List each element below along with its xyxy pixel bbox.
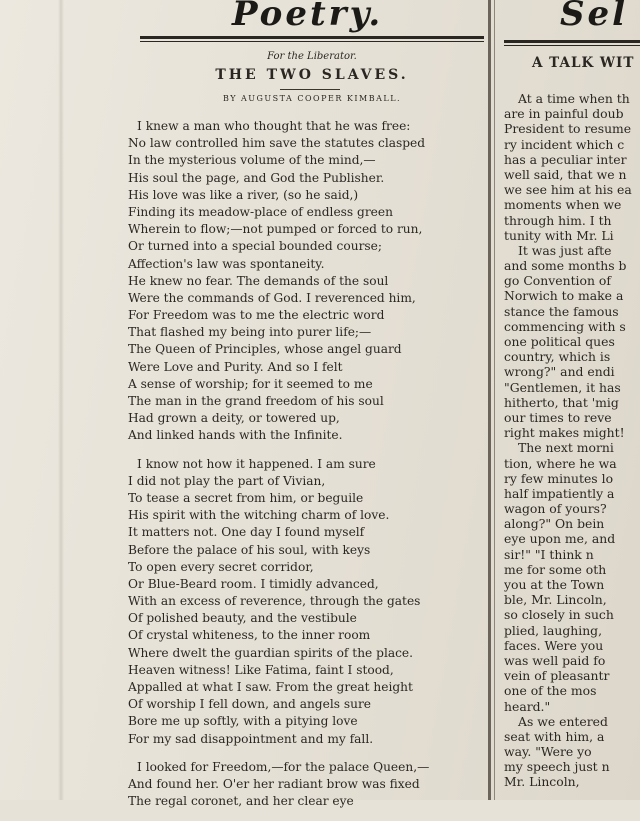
poem-line: Of crystal whiteness, to the inner room — [128, 628, 371, 643]
article-line: wrong?" and endi — [504, 364, 615, 380]
poem-line: He knew no fear. The demands of the soul — [128, 273, 389, 288]
poem-line: In the mysterious volume of the mind,— — [128, 153, 376, 168]
column-divider — [488, 0, 491, 800]
article-line: me for some oth — [504, 561, 607, 577]
article-line: hitherto, that 'mig — [504, 394, 619, 410]
article-line: my speech just n — [504, 759, 610, 775]
poem-stanza — [0, 118, 488, 445]
poem-line: Had grown a deity, or towered up, — [128, 411, 340, 426]
section-heading-poetry: Poetry. — [232, 0, 384, 34]
poem-line: Were the commands of God. I reverenced him, — [128, 290, 416, 305]
poem-line: And found her. O'er her radiant brow was fixed — [128, 776, 420, 791]
article-body — [504, 91, 640, 790]
article-line: As we entered — [518, 713, 608, 729]
article-line: so closely in such — [504, 607, 614, 623]
poem-line: Wherein to flow;—not pumped or forced to run, — [128, 222, 423, 237]
poem-line: For my sad disappointment and my fall. — [128, 731, 374, 746]
poem-line: To tease a secret from him, or beguile — [128, 490, 364, 505]
poem-line: I know not how it happened. I am sure — [137, 456, 376, 471]
article-line: faces. Were you — [504, 637, 604, 653]
article-line: eye upon me, and — [504, 531, 616, 547]
article-line: one of the mos — [504, 683, 597, 699]
poem-line: His spirit with the witching charm of love. — [128, 508, 390, 523]
article-line: plied, laughing, — [504, 622, 603, 638]
poem-line: I looked for Freedom,—for the palace Queen,— — [137, 759, 430, 774]
article-line: Mr. Lincoln, — [504, 774, 580, 790]
section-heading-right: Sel — [560, 0, 629, 34]
poem-stanza — [0, 759, 488, 811]
poem-line: The regal coronet, and her clear eye — [128, 794, 354, 809]
poem-stanza — [0, 456, 488, 748]
article-line: are in painful doub — [504, 106, 624, 122]
article-line: moments when we — [504, 197, 622, 213]
poem-line: I knew a man who thought that he was free: — [137, 119, 411, 133]
poem-line: That flashed my being into purer life;— — [128, 325, 372, 340]
poem-line: With an excess of reverence, through the gates — [128, 594, 421, 609]
article-line: and some months b — [504, 258, 627, 274]
poem-title: THE TWO SLAVES. — [215, 67, 409, 83]
article-line: well said, that we n — [504, 166, 627, 182]
poem-line: Appalled at what I saw. From the great height — [128, 680, 413, 694]
poem-line: His love was like a river, (so he said,) — [128, 187, 359, 202]
article-line: you at the Town — [504, 577, 605, 592]
article-title: A TALK WIT — [532, 55, 635, 71]
poem-line: It matters not. One day I found myself — [128, 525, 365, 540]
poem-line: Affection's law was spontaneity. — [128, 256, 325, 271]
heading-rule-thick-right — [504, 40, 640, 43]
article-line: At a time when th — [518, 91, 630, 106]
article-line: has a peculiar inter — [504, 151, 627, 167]
poem-line: Were Love and Purity. And so I felt — [128, 359, 343, 374]
title-rule — [280, 89, 340, 90]
poem-line: Or turned into a special bounded course; — [128, 239, 382, 254]
article-line: tion, where he wa — [504, 455, 617, 471]
article-line: wagon of yours? — [504, 501, 607, 517]
article-line: we see him at his ea — [504, 182, 632, 198]
poem-line: I did not play the part of Vivian, — [128, 473, 326, 488]
heading-rule-thin — [140, 41, 484, 42]
article-line: our times to reve — [504, 409, 612, 425]
poem-line: His soul the page, and God the Publisher. — [128, 170, 385, 185]
article-line: right makes might! — [504, 425, 625, 441]
poem-line: Finding its meadow-place of endless green — [128, 204, 393, 219]
right-column-article — [504, 54, 640, 790]
article-line: half impatiently a — [504, 485, 615, 501]
poem-line: For Freedom was to me the electric word — [128, 308, 385, 323]
article-line: ry few minutes lo — [504, 470, 614, 486]
article-line: "Gentlemen, it has — [504, 379, 621, 395]
article-line: stance the famous — [504, 303, 619, 319]
poem-line: Where dwelt the guardian spirits of the place. — [128, 645, 414, 660]
article-line: It was just afte — [518, 242, 612, 258]
poem-line: The man in the grand freedom of his soul — [128, 394, 384, 408]
poem-line: Or Blue-Beard room. I timidly advanced, — [128, 576, 379, 591]
poem-line: To open every secret corridor, — [128, 559, 314, 574]
poem-line: Of worship I fell down, and angels sure — [128, 697, 371, 712]
poem-byline: BY AUGUSTA COOPER KIMBALL. — [222, 94, 402, 103]
article-line: along?" On bein — [504, 516, 605, 532]
poem-line: Of polished beauty, and the vestibule — [128, 611, 357, 626]
article-line: President to resume — [504, 121, 632, 137]
poem-line: No law controlled him save the statutes clasped — [128, 136, 426, 151]
article-line: vein of pleasantr — [504, 668, 610, 684]
article-line: sir!" "I think n — [504, 546, 594, 562]
poem-line: And linked hands with the Infinite. — [128, 428, 343, 443]
article-line: heard." — [504, 698, 551, 714]
article-line: country, which is — [504, 349, 611, 365]
poem-line: Bore me up softly, with a pitying love — [128, 714, 358, 729]
article-line: commencing with s — [504, 318, 626, 334]
heading-rule-thick — [140, 36, 484, 39]
article-line: The next morni — [518, 440, 614, 456]
source-line: For the Liberator. — [267, 51, 357, 62]
article-line: way. "Were yo — [504, 744, 592, 760]
poem-line: Before the palace of his soul, with keys — [128, 542, 371, 557]
article-line: seat with him, a — [504, 728, 605, 744]
article-line: tunity with Mr. Li — [504, 227, 614, 243]
article-line: Norwich to make a — [504, 288, 624, 304]
article-line: through him. I th — [504, 212, 612, 228]
article-line: ble, Mr. Lincoln, — [504, 592, 607, 608]
poem-line: A sense of worship; for it seemed to me — [128, 376, 373, 391]
poem-body — [0, 118, 488, 821]
article-line: was well paid fo — [504, 652, 606, 668]
article-line: one political ques — [504, 334, 615, 349]
heading-rule-thin-right — [504, 45, 640, 46]
poem-line: The Queen of Principles, whose angel guard — [128, 342, 402, 357]
article-line: ry incident which c — [504, 136, 625, 152]
poem-line: Heaven witness! Like Fatima, faint I stood, — [128, 662, 394, 677]
column-divider-thin — [494, 0, 495, 800]
article-line: go Convention of — [504, 273, 611, 289]
